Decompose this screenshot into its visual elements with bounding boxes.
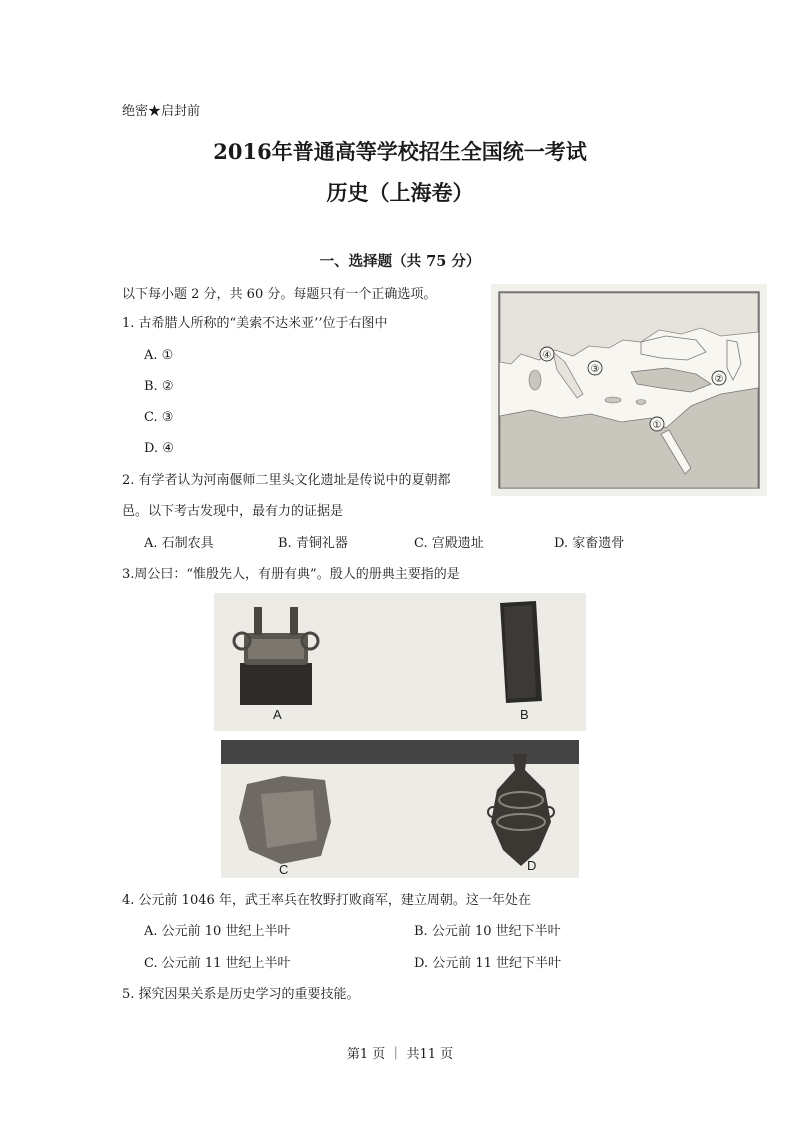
q2-stem-line1: 2. 有学者认为河南偃师二里头文化遗址是传说中的夏朝都: [122, 473, 451, 488]
q2-option-a: A. 石制农具: [144, 536, 214, 551]
section-instruction: 以下每小题 2 分，共 60 分。每题只有一个正确选项。: [122, 287, 437, 302]
artifact-c-label: C: [279, 862, 289, 877]
q4-option-a: A. 公元前 10 世纪上半叶: [144, 924, 291, 939]
q3-photos-bottom: [221, 740, 579, 878]
confidential-label: 绝密★启封前: [122, 104, 201, 119]
sardinia-island: [529, 370, 541, 390]
artifact-c-oracle-bone: [239, 776, 331, 864]
marker-4-label: ④: [542, 350, 552, 361]
artifact-b-label: B: [520, 707, 529, 722]
crete-island: [605, 397, 621, 403]
artifact-d-pottery-vase: [488, 754, 554, 866]
q4-option-d: D. 公元前 11 世纪下半叶: [414, 956, 562, 971]
q5-stem: 5. 探究因果关系是历史学习的重要技能。: [122, 987, 360, 1002]
q2-option-d: D. 家畜遗骨: [554, 536, 625, 551]
marker-1-label: ①: [652, 420, 662, 431]
page-footer: 第1 页 ｜ 共11 页: [346, 1047, 454, 1062]
exam-subtitle: 历史（上海卷）: [326, 180, 474, 205]
marker-4: [540, 347, 554, 361]
artifact-b-bamboo-slip: [500, 601, 542, 703]
q1-stem: 1. 古希腊人所称的“美索不达米亚’’位于右图中: [122, 316, 388, 331]
marker-2: [712, 371, 726, 385]
marker-1: [650, 417, 664, 431]
q1-option-d: D. ④: [144, 441, 174, 456]
q2-option-b: B. 青铜礼器: [278, 536, 348, 551]
section-heading: 一、选择题（共 75 分）: [319, 253, 481, 270]
q3-photos-top: [214, 593, 586, 731]
q3-stem: 3.周公曰：“惟殷先人，有册有典”。殷人的册典主要指的是: [122, 567, 460, 582]
artifact-d-label: D: [527, 858, 537, 873]
q1-option-b: B. ②: [144, 379, 174, 394]
q1-option-c: C. ③: [144, 410, 174, 425]
q3-photos-top-drawing: [214, 593, 586, 731]
marker-3-label: ③: [590, 364, 600, 375]
map-drawing: [491, 284, 767, 496]
q4-option-b: B. 公元前 10 世纪下半叶: [414, 924, 561, 939]
exam-title: 2016年普通高等学校招生全国统一考试: [213, 139, 587, 164]
mediterranean-map: [491, 284, 767, 496]
q2-stem-line2: 邑。以下考古发现中，最有力的证据是: [122, 504, 344, 519]
q1-option-a: A. ①: [144, 348, 174, 363]
artifact-a-bronze-ding: [234, 607, 318, 705]
cyprus-island: [636, 400, 646, 405]
artifact-a-label: A: [273, 707, 282, 722]
q3-photos-bottom-drawing: [221, 740, 579, 878]
q4-option-c: C. 公元前 11 世纪上半叶: [144, 956, 291, 971]
marker-2-label: ②: [714, 374, 724, 385]
q2-option-c: C. 宫殿遗址: [414, 536, 484, 551]
q4-stem: 4. 公元前 1046 年，武王率兵在牧野打败商军，建立周朝。这一年处在: [122, 893, 531, 908]
marker-3: [588, 361, 602, 375]
